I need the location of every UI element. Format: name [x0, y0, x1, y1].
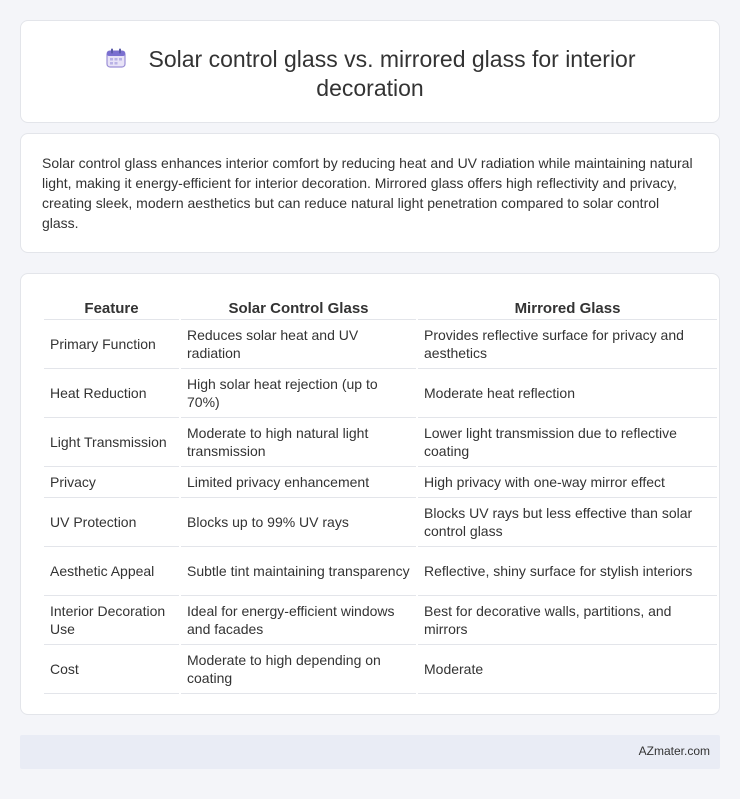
title-card — [20, 20, 720, 123]
table-row — [44, 320, 717, 369]
table-header-row — [44, 293, 717, 320]
table-row — [44, 467, 717, 498]
feature-cell: Aesthetic Appeal — [44, 547, 179, 596]
comparison-table — [42, 293, 719, 694]
footer-bar — [20, 735, 720, 769]
calendar-icon — [105, 47, 127, 69]
page-title: Solar control glass vs. mirrored glass for interior decoration — [148, 46, 636, 101]
mirrored-cell: Lower light transmission due to reflective coating — [418, 418, 717, 467]
mirrored-cell: Moderate — [418, 645, 717, 694]
solar-control-cell: Reduces solar heat and UV radiation — [181, 320, 416, 369]
solar-control-cell: Moderate to high natural light transmission — [181, 418, 416, 467]
feature-cell: UV Protection — [44, 498, 179, 547]
feature-cell: Cost — [44, 645, 179, 694]
mirrored-cell: Best for decorative walls, partitions, and mirrors — [418, 596, 717, 645]
mirrored-cell: Blocks UV rays but less effective than solar control glass — [418, 498, 717, 547]
header-solar-control-glass: Solar Control Glass — [181, 293, 416, 320]
feature-cell: Light Transmission — [44, 418, 179, 467]
solar-control-cell: High solar heat rejection (up to 70%) — [181, 369, 416, 418]
solar-control-cell: Moderate to high depending on coating — [181, 645, 416, 694]
table-row — [44, 369, 717, 418]
table-row — [44, 547, 717, 596]
solar-control-cell: Ideal for energy-efficient windows and facades — [181, 596, 416, 645]
footer-brand-link[interactable]: AZmater.com — [638, 744, 710, 758]
table-row — [44, 596, 717, 645]
feature-cell: Heat Reduction — [44, 369, 179, 418]
feature-cell: Interior Decoration Use — [44, 596, 179, 645]
table-row — [44, 498, 717, 547]
mirrored-cell: Provides reflective surface for privacy and aesthetics — [418, 320, 717, 369]
intro-paragraph: Solar control glass enhances interior comfort by reducing heat and UV radiation while maintaining natural light, making it energy-efficient for interior decoration. Mirrored glass offers high reflectivity and privacy, creating sleek, modern aesthetics but can reduce natural light penetration compared to solar control glass. — [42, 155, 693, 231]
solar-control-cell: Blocks up to 99% UV rays — [181, 498, 416, 547]
table-row — [44, 645, 717, 694]
feature-cell: Privacy — [44, 467, 179, 498]
header-mirrored-glass: Mirrored Glass — [418, 293, 717, 320]
solar-control-cell: Limited privacy enhancement — [181, 467, 416, 498]
page-title-wrap — [81, 45, 659, 103]
solar-control-cell: Subtle tint maintaining transparency — [181, 547, 416, 596]
mirrored-cell: Reflective, shiny surface for stylish interiors — [418, 547, 717, 596]
table-row — [44, 418, 717, 467]
intro-card — [20, 133, 720, 253]
comparison-card — [20, 273, 720, 715]
mirrored-cell: High privacy with one-way mirror effect — [418, 467, 717, 498]
feature-cell: Primary Function — [44, 320, 179, 369]
header-feature: Feature — [44, 293, 179, 320]
mirrored-cell: Moderate heat reflection — [418, 369, 717, 418]
